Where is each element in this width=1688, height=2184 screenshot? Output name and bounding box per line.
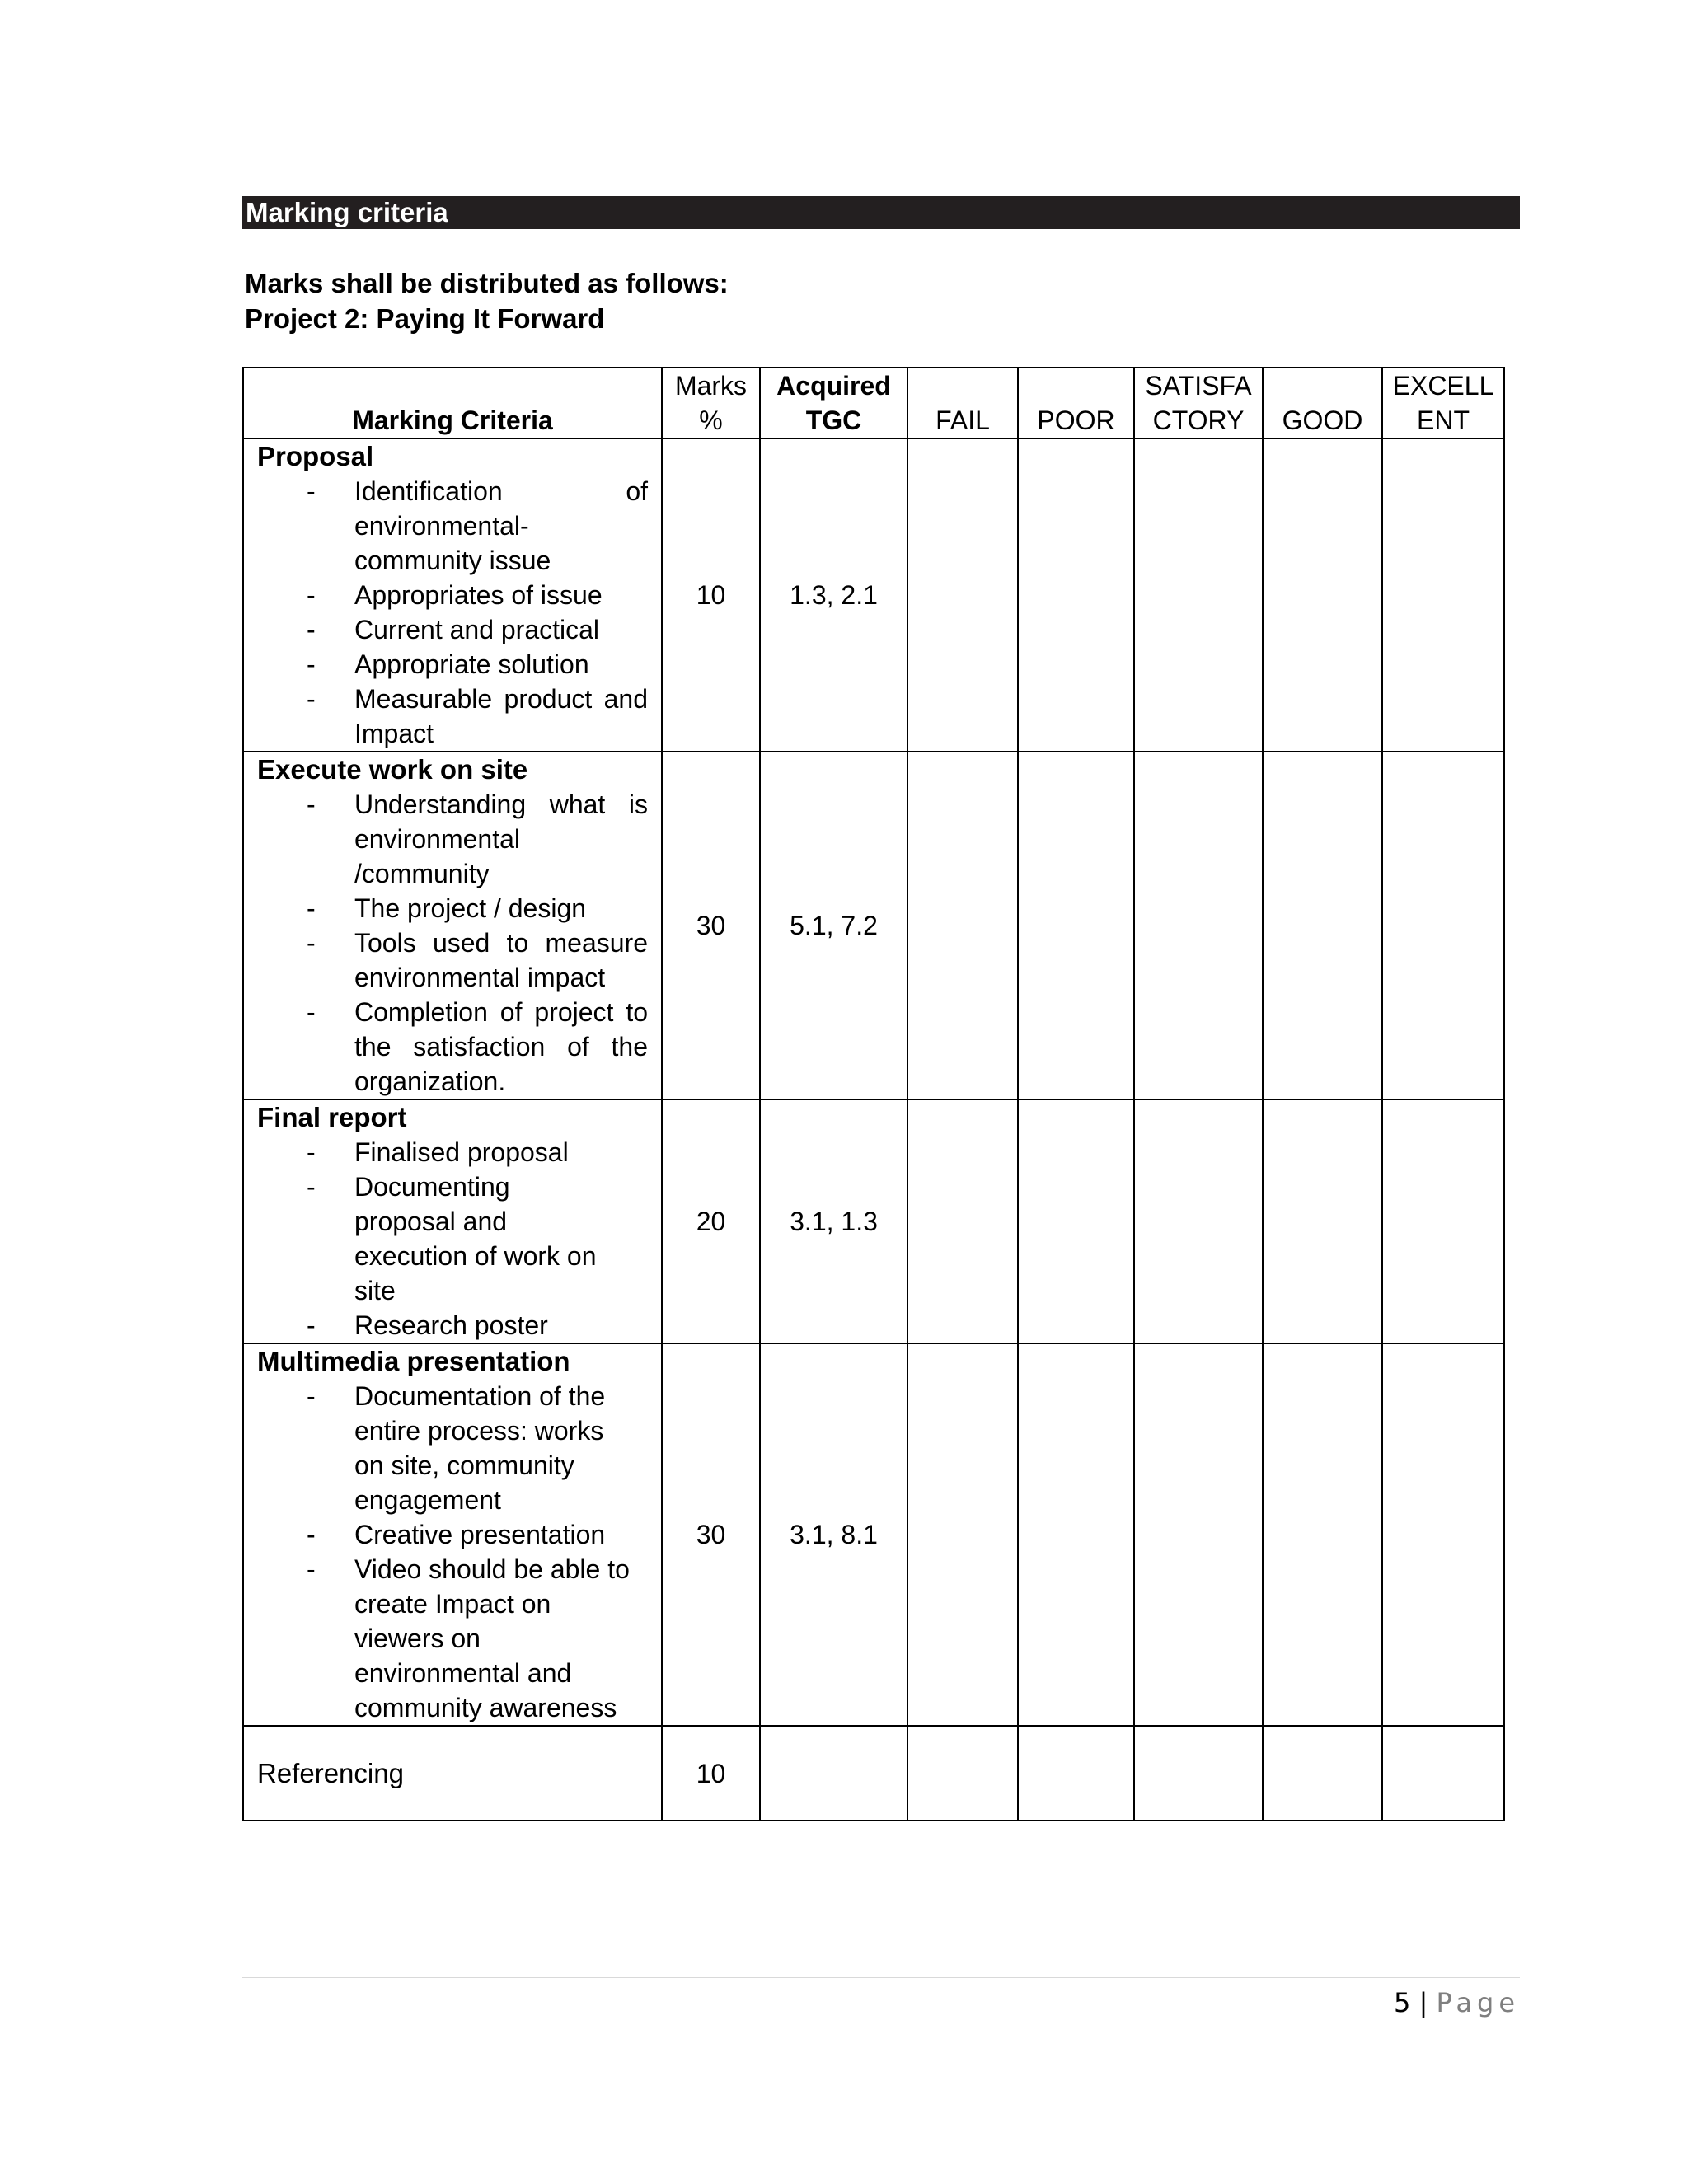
header-poor: POOR	[1018, 368, 1134, 438]
section-heading: Marking criteria	[242, 196, 1520, 229]
project-title: Project 2: Paying It Forward	[245, 303, 605, 334]
criteria-cell	[243, 438, 662, 752]
tgc-cell: 5.1, 7.2	[760, 752, 907, 1099]
criteria-title: Final report	[257, 1102, 407, 1132]
criteria-title: Referencing	[243, 1726, 662, 1821]
list-item: - Completion of project to the satisfaction of the organization.	[257, 995, 648, 1099]
fail-cell	[907, 752, 1018, 1099]
criteria-title: Execute work on site	[257, 754, 528, 785]
criteria-list	[257, 1135, 648, 1343]
satisfactory-cell	[1134, 1726, 1263, 1821]
criteria-cell	[243, 1343, 662, 1726]
satisfactory-cell	[1134, 438, 1263, 752]
criteria-list	[257, 787, 648, 1099]
marks-cell: 30	[662, 1343, 760, 1726]
satisfactory-cell	[1134, 1343, 1263, 1726]
footer-divider	[242, 1977, 1520, 1978]
good-cell	[1263, 752, 1382, 1099]
header-satisfactory: SATISFA CTORY	[1134, 368, 1263, 438]
marks-cell: 20	[662, 1099, 760, 1343]
table-row	[243, 1726, 1504, 1821]
page-label: Page	[1436, 1987, 1520, 2018]
fail-cell	[907, 438, 1018, 752]
list-item: - Identification of environmental-community issue	[257, 474, 648, 578]
list-item: - Tools used to measure environmental impact	[257, 926, 648, 995]
poor-cell	[1018, 438, 1134, 752]
list-item: - The project / design	[257, 891, 648, 926]
list-item: - Measurable product and Impact	[257, 682, 648, 751]
tgc-cell: 3.1, 1.3	[760, 1099, 907, 1343]
list-item: - Creative presentation	[257, 1517, 648, 1552]
table-row	[243, 1343, 1504, 1726]
list-item: - Understanding what is environmental /community	[257, 787, 648, 891]
good-cell	[1263, 1343, 1382, 1726]
fail-cell	[907, 1099, 1018, 1343]
list-item: - Appropriates of issue	[257, 578, 648, 612]
poor-cell	[1018, 1726, 1134, 1821]
header-acquired-tgc: Acquired TGC	[760, 368, 907, 438]
good-cell	[1263, 1726, 1382, 1821]
criteria-title: Multimedia presentation	[257, 1346, 570, 1376]
marks-cell: 10	[662, 438, 760, 752]
table-row	[243, 438, 1504, 752]
good-cell	[1263, 1099, 1382, 1343]
fail-cell	[907, 1343, 1018, 1726]
excellent-cell	[1382, 752, 1504, 1099]
marking-criteria-table	[242, 367, 1505, 1821]
excellent-cell	[1382, 1343, 1504, 1726]
list-item: - Documentation of the entire process: works on site, community engagement	[257, 1379, 648, 1517]
table-row	[243, 752, 1504, 1099]
criteria-title: Proposal	[257, 441, 374, 471]
list-item: - Current and practical	[257, 612, 648, 647]
tgc-cell: 1.3, 2.1	[760, 438, 907, 752]
satisfactory-cell	[1134, 752, 1263, 1099]
footer-separator: |	[1418, 1987, 1428, 2018]
tgc-cell	[760, 1726, 907, 1821]
list-item: - Video should be able to create Impact on viewers on environmental and community awareness	[257, 1552, 648, 1725]
good-cell	[1263, 438, 1382, 752]
header-row	[243, 368, 1504, 438]
satisfactory-cell	[1134, 1099, 1263, 1343]
header-marks: Marks %	[662, 368, 760, 438]
list-item: - Finalised proposal	[257, 1135, 648, 1169]
page-number: 5	[1394, 1987, 1411, 2018]
intro-block	[245, 265, 729, 336]
poor-cell	[1018, 1343, 1134, 1726]
poor-cell	[1018, 752, 1134, 1099]
header-excellent: EXCELL ENT	[1382, 368, 1504, 438]
criteria-list	[257, 1379, 648, 1725]
header-criteria: Marking Criteria	[243, 368, 662, 438]
header-fail: FAIL	[907, 368, 1018, 438]
table-row	[243, 1099, 1504, 1343]
distribution-note: Marks shall be distributed as follows:	[245, 268, 729, 298]
list-item: - Research poster	[257, 1308, 648, 1343]
criteria-cell	[243, 1099, 662, 1343]
list-item: - Appropriate solution	[257, 647, 648, 682]
excellent-cell	[1382, 1099, 1504, 1343]
header-good: GOOD	[1263, 368, 1382, 438]
fail-cell	[907, 1726, 1018, 1821]
criteria-list	[257, 474, 648, 751]
marks-cell: 10	[662, 1726, 760, 1821]
tgc-cell: 3.1, 8.1	[760, 1343, 907, 1726]
criteria-cell	[243, 752, 662, 1099]
excellent-cell	[1382, 438, 1504, 752]
list-item: - Documenting proposal and execution of work on site	[257, 1169, 648, 1308]
page-footer	[1394, 1985, 1520, 2021]
marks-cell: 30	[662, 752, 760, 1099]
poor-cell	[1018, 1099, 1134, 1343]
excellent-cell	[1382, 1726, 1504, 1821]
